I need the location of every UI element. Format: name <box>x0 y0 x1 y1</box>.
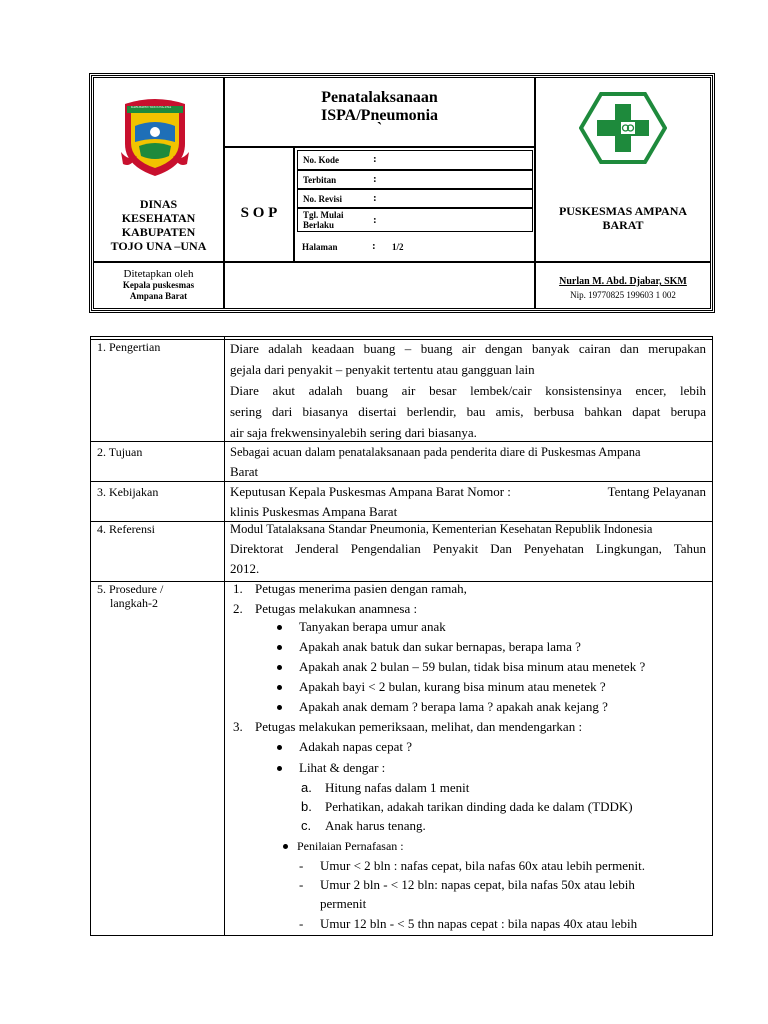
lihat-letter: b. <box>301 799 312 814</box>
field-label: Halaman <box>302 242 338 252</box>
row-label-tujuan: 2. Tujuan <box>97 445 143 459</box>
field-label: No. Revisi <box>303 194 342 204</box>
title-line: Penatalaksanaan <box>321 89 438 106</box>
kebijakan-line-2: klinis Puskesmas Ampana Barat <box>230 504 398 519</box>
field-halaman <box>297 232 533 260</box>
field-tgl-mulai-berlaku <box>297 208 533 232</box>
prosedure-label-line: langkah-2 <box>110 596 158 610</box>
step-number: 1. <box>233 581 243 596</box>
row-label-kebijakan: 3. Kebijakan <box>97 485 159 499</box>
kebijakan-line-1 <box>230 482 706 502</box>
field-label: Terbitan <box>303 175 337 185</box>
anamnesa-item: Apakah anak demam ? berapa lama ? apakah anak kejang ? <box>299 699 608 714</box>
lihat-item: Hitung nafas dalam 1 menit <box>325 780 470 795</box>
penilaian-item-cont: permenit <box>320 896 367 911</box>
step-text: Petugas menerima pasien dengan ramah, <box>255 581 467 596</box>
prosedure-label-line: 5. Prosedure / <box>97 582 164 596</box>
row-label-prosedure <box>97 582 163 610</box>
column-divider <box>224 336 225 936</box>
field-sep: : <box>373 192 377 204</box>
tujuan-text <box>230 442 706 482</box>
bullet-icon <box>277 705 282 710</box>
field-sep: : <box>373 153 377 165</box>
field-sep: : <box>373 173 377 185</box>
penilaian-dash: - <box>299 916 304 931</box>
lihat-letter: a. <box>301 780 312 795</box>
referensi-line: Direktorat Jenderal Pengendalian Penyakit Dan Penyehatan Lingkungan, Tahun <box>230 541 706 556</box>
penilaian-item: Umur < 2 bln : nafas cepat, bila nafas 60x atau lebih permenit. <box>320 858 646 873</box>
field-label: Berlaku <box>303 220 335 230</box>
left-org-name <box>93 197 224 253</box>
kebijakan-nomor: Keputusan Kepala Puskesmas Ampana Barat Nomor : <box>230 484 511 499</box>
step-text: Petugas melakukan anamnesa : <box>255 601 418 616</box>
step-number: 3. <box>233 719 243 734</box>
field-sep: : <box>372 240 376 252</box>
pengertian-text <box>230 338 706 443</box>
penilaian-dash: - <box>299 877 304 892</box>
penilaian-item: Umur 12 bln - < 5 thn napas cepat : bila napas 40x atau lebih <box>320 916 638 931</box>
left-org-line: KABUPATEN <box>121 225 196 239</box>
row-label-referensi: 4. Referensi <box>97 522 155 536</box>
pengertian-line: Diare akut adalah buang air besar lembek/cair konsistensinya encer, lebih <box>230 383 706 398</box>
pengertian-line: air saja frekwensinyalebih sering dari biasanya. <box>230 425 477 440</box>
lihat-letter: c. <box>301 818 312 833</box>
kabupaten-logo <box>119 96 191 178</box>
signatory <box>535 276 711 302</box>
puskesmas-cross-icon <box>579 92 667 164</box>
footer-left-line: Ditetapkan oleh <box>123 268 194 280</box>
step-text: Petugas melakukan pemeriksaan, melihat, dan mendengarkan : <box>255 719 583 734</box>
anamnesa-item: Apakah bayi < 2 bulan, kurang bisa minum atau menetek ? <box>299 679 606 694</box>
left-org-line: KESEHATAN <box>121 211 196 225</box>
right-org-line: BARAT <box>602 218 644 232</box>
pengertian-line: gejala dari penyakit – penyakit tertentu atau gangguan lain <box>230 362 535 377</box>
anamnesa-item: Tanyakan berapa umur anak <box>299 619 446 634</box>
lihat-item: Anak harus tenang. <box>325 818 426 833</box>
penilaian-dash: - <box>299 858 304 873</box>
bullet-icon <box>277 685 282 690</box>
referensi-text <box>230 519 706 579</box>
field-value: 1/2 <box>392 242 404 252</box>
title-line: ISPA/Pneumonia <box>320 107 439 124</box>
title-line: ` <box>376 120 383 137</box>
tujuan-line: Barat <box>230 464 259 479</box>
field-no-revisi <box>297 189 533 208</box>
referensi-line: Modul Tatalaksana Standar Pneumonia, Kementerian Kesehatan Republik Indonesia <box>230 522 653 536</box>
periksa-item: Adakah napas cepat ? <box>299 739 412 754</box>
field-label: No. Kode <box>303 155 339 165</box>
penilaian-label: Penilaian Pernafasan : <box>297 839 404 853</box>
bullet-icon <box>277 766 282 771</box>
footer-left-line: Ampana Barat <box>129 291 188 301</box>
left-org-line: TOJO UNA –UNA <box>110 239 207 253</box>
bullet-icon <box>277 745 282 750</box>
pengertian-line: sering dari biasanya disertai berlendir, bau amis, berbusa bahkan dapat berupa <box>230 404 706 419</box>
step-number: 2. <box>233 601 243 616</box>
signatory-name: Nurlan M. Abd. Djabar, SKM <box>559 276 687 287</box>
right-org-line: PUSKESMAS AMPANA <box>558 204 688 218</box>
signatory-nip: Nip. 19770825 199603 1 002 <box>570 290 676 300</box>
bullet-icon <box>277 665 282 670</box>
field-label: Tgl. Mulai <box>303 210 344 220</box>
sop-label: S O P <box>240 205 278 221</box>
kebijakan-text <box>230 482 706 522</box>
anamnesa-item: Apakah anak 2 bulan – 59 bulan, tidak bisa minum atau menetek ? <box>299 659 646 674</box>
periksa-item: Lihat & dengar : <box>299 760 386 775</box>
puskesmas-logo <box>579 92 667 164</box>
footer-middle-cell <box>224 262 535 309</box>
lihat-item: Perhatikan, adakah tarikan dinding dada ke dalam (TDDK) <box>325 799 633 814</box>
anamnesa-item: Apakah anak batuk dan sukar bernapas, berapa lama ? <box>299 639 581 654</box>
pengertian-line: Diare adalah keadaan buang – buang air dengan banyak cairan dan merupakan <box>230 341 706 356</box>
right-org-name <box>535 204 711 232</box>
penilaian-item: Umur 2 bln - < 12 bln: napas cepat, bila nafas 50x atau lebih <box>320 877 635 892</box>
referensi-line: 2012. <box>230 561 260 576</box>
field-terbitan <box>297 170 533 189</box>
ditetapkan-oleh <box>93 268 224 302</box>
row-label-pengertian: 1. Pengertian <box>97 340 161 354</box>
logo-caption: KABUPATEN TOJO UNA-UNA <box>131 105 172 109</box>
document-title <box>224 89 535 137</box>
bullet-icon <box>277 625 282 630</box>
field-sep: : <box>373 214 377 226</box>
left-org-line: DINAS <box>139 197 178 211</box>
footer-left-line: Kepala puskesmas <box>122 280 195 290</box>
bullet-icon <box>277 645 282 650</box>
field-no-kode <box>297 150 533 170</box>
bullet-icon <box>283 844 288 849</box>
tujuan-line: Sebagai acuan dalam penatalaksanaan pada penderita diare di Puskesmas Ampana <box>230 445 641 459</box>
kebijakan-tentang: Tentang Pelayanan <box>607 484 706 499</box>
